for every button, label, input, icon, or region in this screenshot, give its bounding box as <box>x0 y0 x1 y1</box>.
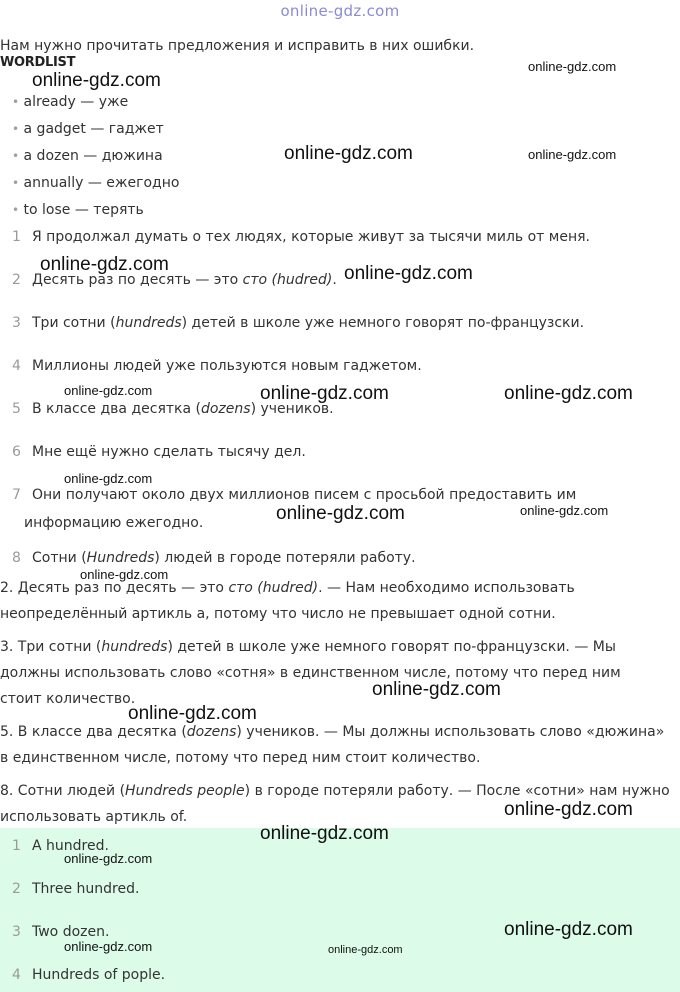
watermark: online-gdz.com <box>520 503 609 518</box>
wordlist-item: • a gadget — гаджет <box>12 121 164 137</box>
explanation-line: 3. Три сотни (hundreds) детей в школе уже немного говорят по-французски. — Мы <box>0 639 616 655</box>
sentence-item: 4 Миллионы людей уже пользуются новым гаджетом. <box>12 358 422 374</box>
explanation-line: неопределённый артикль а, потому что число не превышает одной сотни. <box>0 606 556 622</box>
wordlist-item: • already — уже <box>12 94 129 110</box>
explanation-line: в единственном числе, потому что перед ним стоит количество. <box>0 750 481 766</box>
wordlist-item: • annually — ежегодно <box>12 175 180 191</box>
watermark: online-gdz.com <box>80 567 169 582</box>
bullet-icon: • <box>12 203 20 217</box>
watermark: online-gdz.com <box>260 383 389 404</box>
watermark: online-gdz.com <box>64 383 153 398</box>
explanation-line: 2. Десять раз по десять — это сто (hudred). — Нам необходимо использовать <box>0 580 575 596</box>
answer-item: 3 Two dozen. <box>12 924 110 940</box>
sentence-item: 1 Я продолжал думать о тех людях, которые живут за тысячи миль от меня. <box>12 229 590 245</box>
watermark: online-gdz.com <box>504 799 633 820</box>
explanation-line: использовать артикль of. <box>0 809 188 825</box>
bullet-icon: • <box>12 149 20 163</box>
sentence-item: 5 В классе два десятка (dozens) учеников. <box>12 401 334 417</box>
sentence-item: 6 Мне ещё нужно сделать тысячу дел. <box>12 444 306 460</box>
watermark: online-gdz.com <box>276 503 405 524</box>
sentence-item: 2 Десять раз по десять — это сто (hudred). <box>12 272 337 288</box>
header-watermark: online-gdz.com <box>280 2 400 20</box>
watermark: online-gdz.com <box>504 919 633 940</box>
explanation-line: 5. В классе два десятка (dozens) учеников. — Мы должны использовать слово «дюжина» <box>0 724 665 740</box>
watermark: online-gdz.com <box>504 383 633 404</box>
sentence-continuation: информацию ежегодно. <box>24 515 204 531</box>
answer-item: 2 Three hundred. <box>12 881 140 897</box>
watermark: online-gdz.com <box>64 939 153 954</box>
explanation-line: должны использовать слово «сотня» в единственном числе, потому что перед ним <box>0 665 621 681</box>
watermark: online-gdz.com <box>528 59 617 74</box>
watermark: online-gdz.com <box>372 679 501 700</box>
sentence-item: 7 Они получают около двух миллионов писем с просьбой предоставить им <box>12 487 577 503</box>
bullet-icon: • <box>12 122 20 136</box>
watermark: online-gdz.com <box>64 471 153 486</box>
watermark: online-gdz.com <box>260 823 389 844</box>
watermark: online-gdz.com <box>40 254 169 275</box>
watermark: online-gdz.com <box>344 263 473 284</box>
bullet-icon: • <box>12 95 20 109</box>
watermark: online-gdz.com <box>64 851 153 866</box>
watermark: online-gdz.com <box>32 70 161 91</box>
explanation-line: стоит количество. <box>0 691 136 707</box>
watermark: online-gdz.com <box>284 143 413 164</box>
wordlist-title: WORDLIST <box>0 55 76 70</box>
watermark: online-gdz.com <box>528 147 617 162</box>
intro-text: Нам нужно прочитать предложения и исправить в них ошибки. <box>0 38 475 54</box>
bullet-icon: • <box>12 176 20 190</box>
wordlist-item: • a dozen — дюжина <box>12 148 163 164</box>
sentence-item: 8 Сотни (Hundreds) людей в городе потеряли работу. <box>12 550 416 566</box>
answer-item: 1 A hundred. <box>12 838 109 854</box>
answer-item: 4 Hundreds of pople. <box>12 967 166 983</box>
sentence-item: 3 Три сотни (hundreds) детей в школе уже немного говорят по-французски. <box>12 315 585 331</box>
explanation-line: 8. Сотни людей (Hundreds people) в городе потеряли работу. — После «сотни» нам нужно <box>0 783 670 799</box>
watermark: online-gdz.com <box>128 703 257 724</box>
watermark: online-gdz.com <box>328 944 403 956</box>
wordlist-item: • to lose — терять <box>12 202 144 218</box>
